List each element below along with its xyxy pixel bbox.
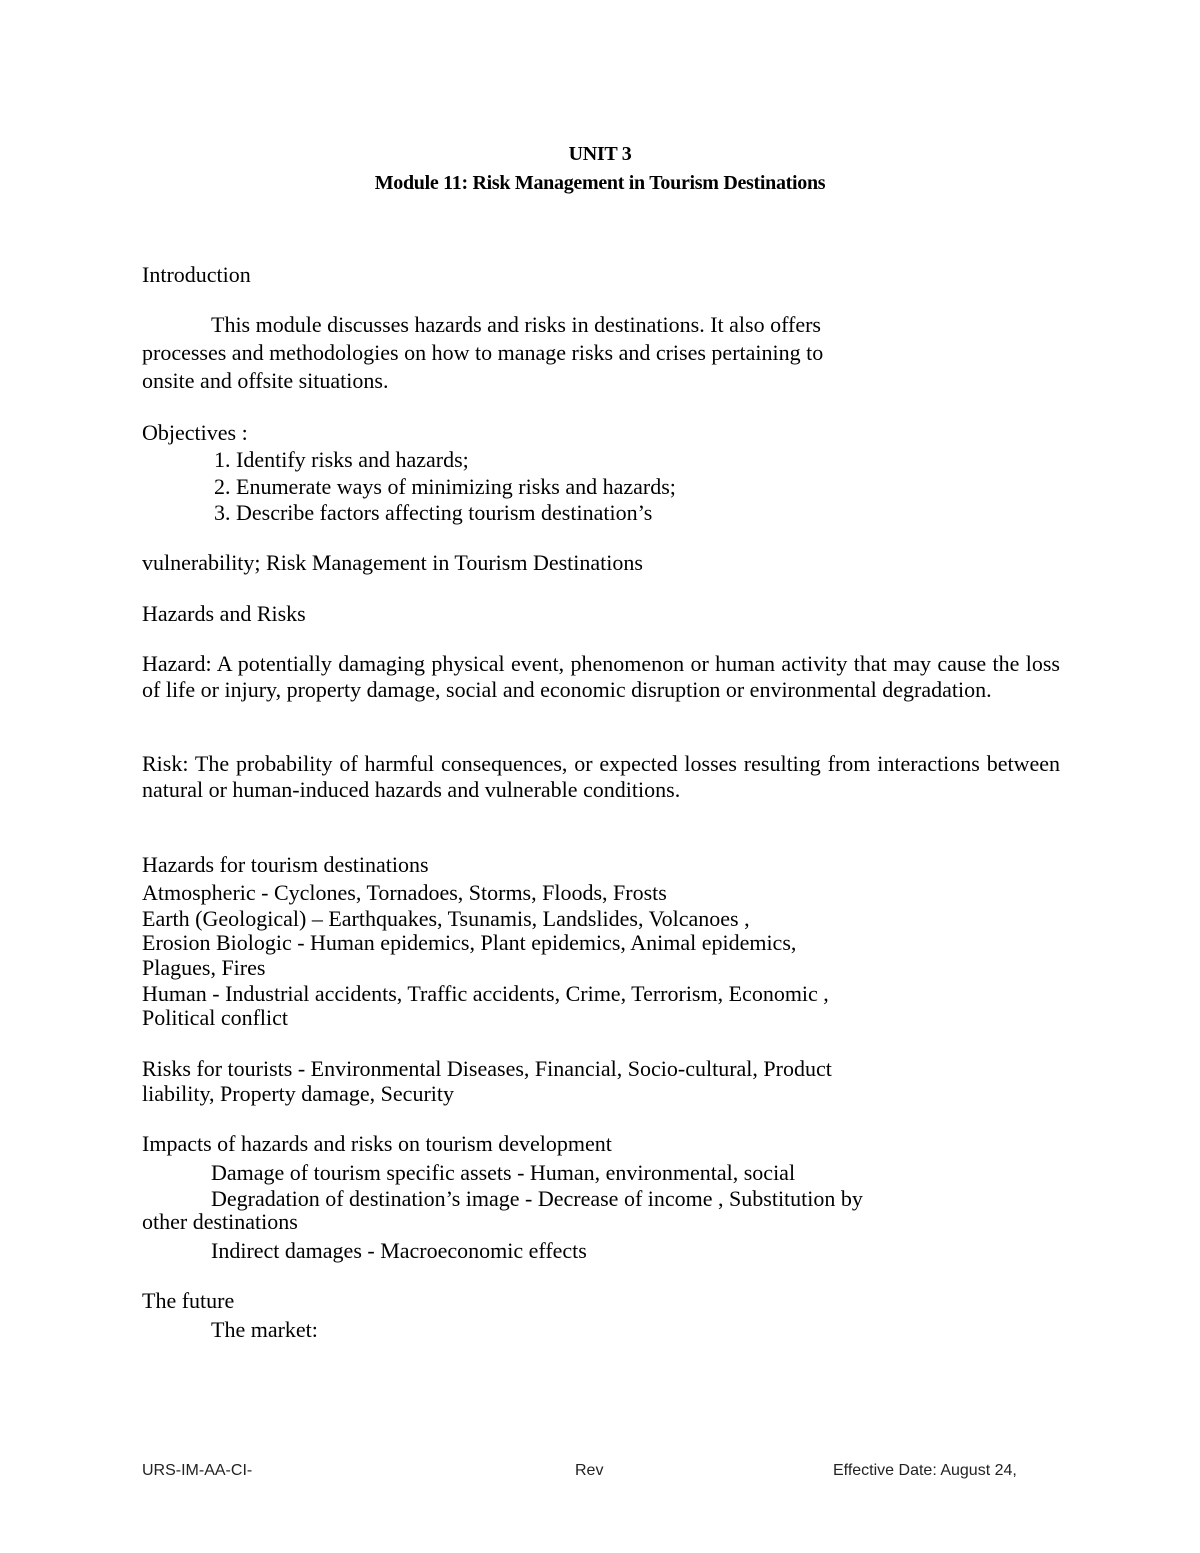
objective-item: 1. Identify risks and hazards; bbox=[214, 447, 469, 472]
risks-for-tourists-line: liability, Property damage, Security bbox=[142, 1081, 454, 1106]
hazard-category-line: Human - Industrial accidents, Traffic accidents, Crime, Terrorism, Economic , bbox=[142, 981, 829, 1006]
impact-line: Indirect damages - Macroeconomic effects bbox=[211, 1238, 587, 1263]
footer-effective-date: Effective Date: August 24, bbox=[833, 1462, 1017, 1479]
hazard-category-line: Erosion Biologic - Human epidemics, Plant epidemics, Animal epidemics, bbox=[142, 930, 797, 955]
future-market: The market: bbox=[211, 1317, 318, 1342]
introduction-line: This module discusses hazards and risks in destinations. It also offers bbox=[211, 312, 821, 337]
introduction-heading: Introduction bbox=[142, 262, 251, 287]
unit-heading: UNIT 3 bbox=[568, 143, 632, 165]
hazard-category-line: Atmospheric - Cyclones, Tornadoes, Storms, Floods, Frosts bbox=[142, 880, 667, 905]
impact-line-continuation: other destinations bbox=[142, 1209, 298, 1234]
hazards-destinations-heading: Hazards for tourism destinations bbox=[142, 852, 429, 877]
impact-line: Degradation of destination’s image - Decrease of income , Substitution by bbox=[211, 1186, 863, 1211]
hazard-category-line: Political conflict bbox=[142, 1005, 289, 1030]
module-title: Module 11: Risk Management in Tourism Destinations bbox=[374, 172, 826, 194]
future-heading: The future bbox=[142, 1288, 235, 1313]
risks-for-tourists-line: Risks for tourists - Environmental Diseases, Financial, Socio-cultural, Product bbox=[142, 1056, 832, 1081]
impact-line: Damage of tourism specific assets - Human, environmental, social bbox=[211, 1160, 796, 1185]
footer-document-code: URS-IM-AA-CI- bbox=[142, 1462, 253, 1479]
hazards-risks-heading: Hazards and Risks bbox=[142, 601, 306, 626]
introduction-line: onsite and offsite situations. bbox=[142, 368, 389, 393]
hazard-category-line: Plagues, Fires bbox=[142, 955, 266, 980]
impacts-heading: Impacts of hazards and risks on tourism development bbox=[142, 1131, 612, 1156]
hazard-definition: Hazard: A potentially damaging physical event, phenomenon or human activity that may cause the loss of life or injury, property damage, social and economic disruption or environmental degradation. bbox=[142, 651, 1060, 702]
hazard-category-line: Earth (Geological) – Earthquakes, Tsunamis, Landslides, Volcanoes , bbox=[142, 906, 750, 931]
introduction-line: processes and methodologies on how to manage risks and crises pertaining to bbox=[142, 340, 824, 365]
risk-definition: Risk: The probability of harmful consequences, or expected losses resulting from interactions between natural or human-induced hazards and vulnerable conditions. bbox=[142, 751, 1060, 802]
objective-item: 2. Enumerate ways of minimizing risks and hazards; bbox=[214, 474, 676, 499]
objectives-continuation: vulnerability; Risk Management in Tourism Destinations bbox=[142, 550, 643, 575]
objectives-heading: Objectives : bbox=[142, 420, 248, 445]
objective-item: 3. Describe factors affecting tourism destination’s bbox=[214, 500, 653, 525]
footer-revision: Rev bbox=[575, 1462, 604, 1479]
